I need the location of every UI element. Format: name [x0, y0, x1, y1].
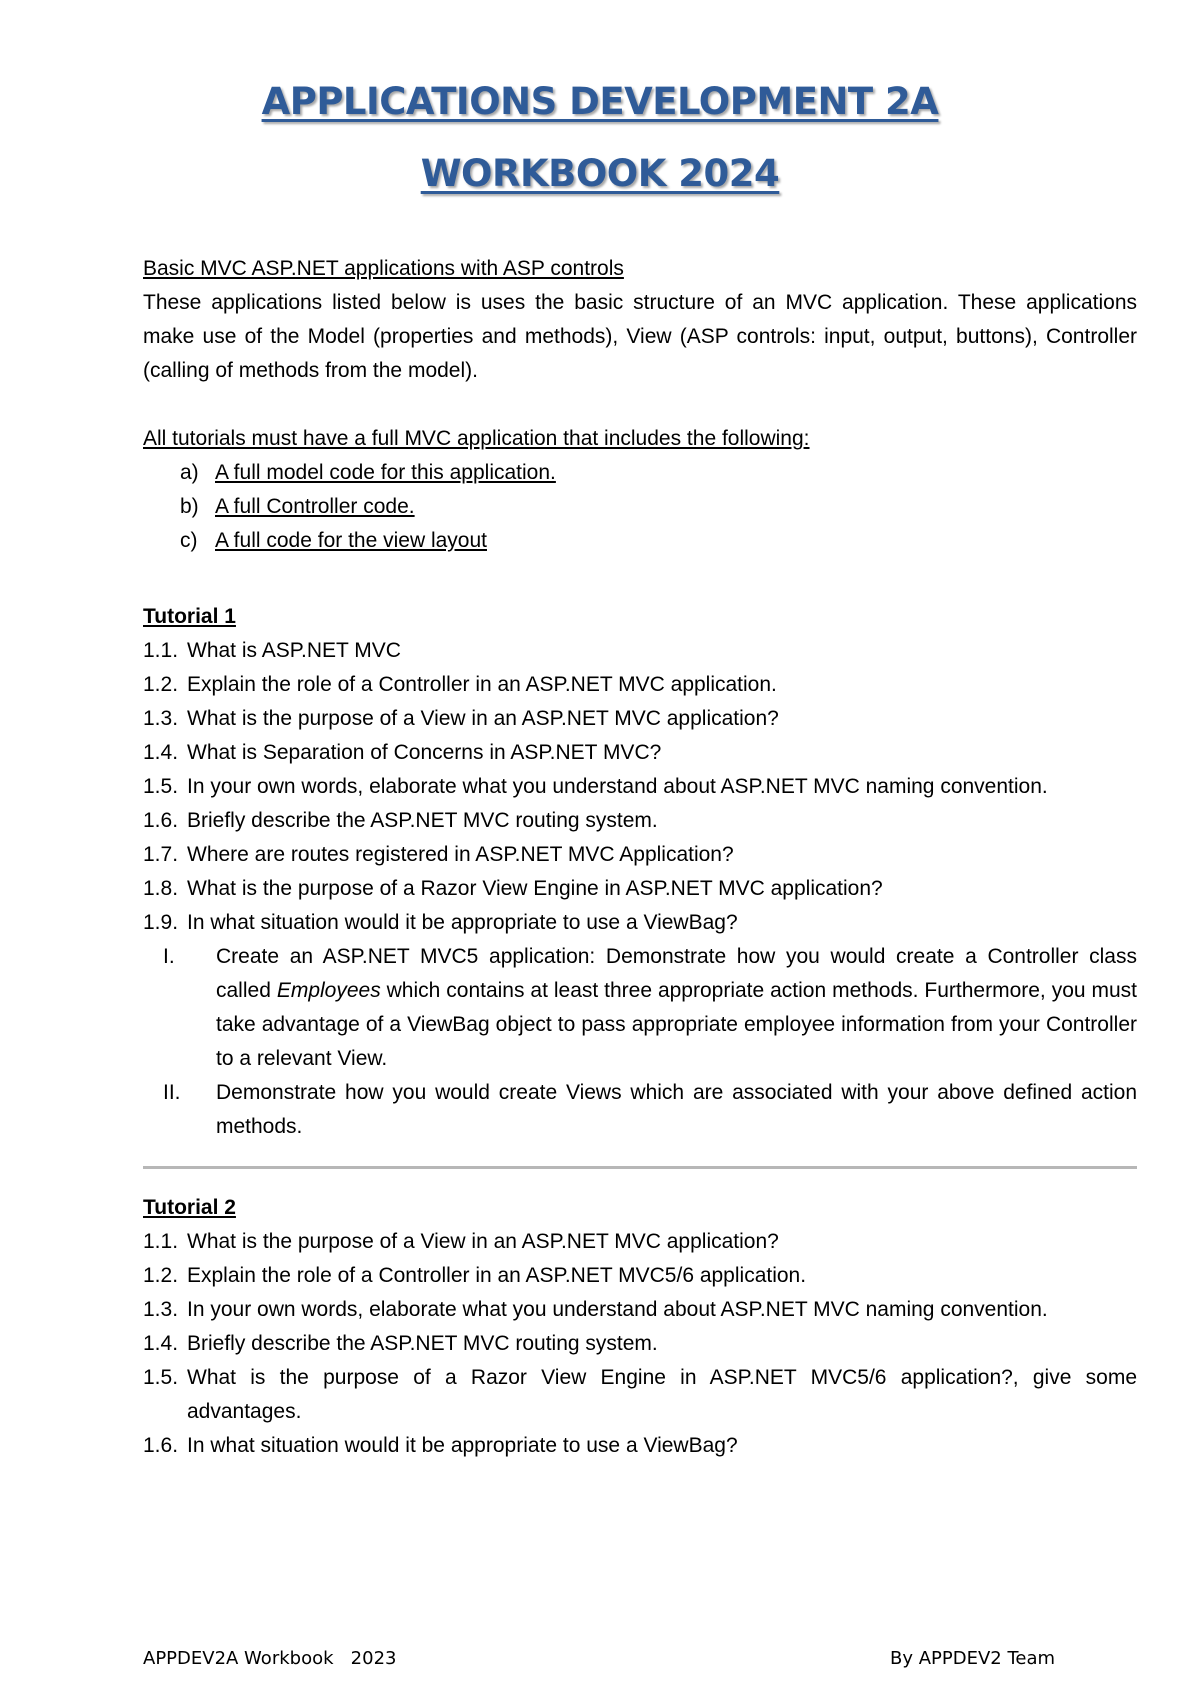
document-title-line2: WORKBOOK 2024 — [420, 152, 780, 195]
question-text: What is Separation of Concerns in ASP.NET MVC? — [187, 741, 662, 764]
question-number: 1.5. — [143, 1366, 179, 1389]
question-number: 1.7. — [143, 843, 179, 866]
footer-left: APPDEV2A Workbook 2023 — [143, 1648, 397, 1669]
intro-heading: Basic MVC ASP.NET applications with ASP controls — [143, 257, 624, 280]
footer-right: By APPDEV2 Team — [890, 1648, 1056, 1669]
tutorial1-question — [143, 736, 1137, 770]
tutorial1-task — [143, 1076, 1137, 1144]
tutorial1-task — [143, 940, 1137, 1076]
question-text: What is ASP.NET MVC — [187, 639, 401, 662]
question-text: In what situation would it be appropriate to use a ViewBag? — [187, 1434, 738, 1457]
requirement-label: a) — [180, 461, 199, 484]
tutorial2-question — [143, 1259, 1137, 1293]
question-text: Explain the role of a Controller in an ASP.NET MVC application. — [187, 673, 777, 696]
tutorial1-question — [143, 906, 1137, 940]
question-text: What is the purpose of a Razor View Engine in ASP.NET MVC application? — [187, 877, 883, 900]
question-number: 1.6. — [143, 809, 179, 832]
question-text: Briefly describe the ASP.NET MVC routing system. — [187, 1332, 658, 1355]
tutorial1-question — [143, 770, 1137, 804]
task-label: II. — [163, 1081, 181, 1104]
question-text: What is the purpose of a View in an ASP.NET MVC application? — [187, 1230, 779, 1253]
question-text: Explain the role of a Controller in an ASP.NET MVC5/6 application. — [187, 1264, 807, 1287]
question-number: 1.1. — [143, 639, 179, 662]
question-number: 1.3. — [143, 1298, 179, 1321]
question-number: 1.4. — [143, 741, 179, 764]
tutorial2-question — [143, 1327, 1137, 1361]
question-text: What is the purpose of a View in an ASP.NET MVC application? — [187, 707, 779, 730]
section-divider — [143, 1166, 1137, 1169]
requirement-text: A full Controller code. — [215, 495, 415, 518]
requirements-heading: All tutorials must have a full MVC application that includes the following: — [143, 427, 810, 450]
tutorial1-question — [143, 838, 1137, 872]
question-number: 1.3. — [143, 707, 179, 730]
requirement-label: b) — [180, 495, 199, 518]
task-text: Demonstrate how you would create Views which are associated with your above defined action methods. — [216, 1081, 1137, 1138]
document-body — [143, 252, 1137, 1463]
requirement-item — [143, 456, 1137, 490]
requirement-item — [143, 490, 1137, 524]
tutorial2-question — [143, 1361, 1137, 1429]
question-text: Briefly describe the ASP.NET MVC routing system. — [187, 809, 658, 832]
question-text: Where are routes registered in ASP.NET MVC Application? — [187, 843, 734, 866]
tutorial2-question — [143, 1293, 1137, 1327]
question-number: 1.5. — [143, 775, 179, 798]
question-number: 1.2. — [143, 673, 179, 696]
requirement-label: c) — [180, 529, 198, 552]
question-number: 1.1. — [143, 1230, 179, 1253]
question-number: 1.8. — [143, 877, 179, 900]
tutorial2-question — [143, 1225, 1137, 1259]
tutorial1-question — [143, 872, 1137, 906]
requirement-text: A full code for the view layout — [215, 529, 487, 552]
task-emphasis: Employees — [276, 979, 381, 1002]
tutorial2-question — [143, 1429, 1137, 1463]
question-text: In your own words, elaborate what you understand about ASP.NET MVC naming convention. — [187, 1298, 1048, 1321]
task-text-after: which contains at least three appropriate action methods. Furthermore, you must take advantage of a ViewBag object to pass appropriate employee information from your Controller to a relevant View. — [216, 979, 1138, 1070]
tutorial2-heading: Tutorial 2 — [143, 1196, 236, 1219]
tutorial1-question — [143, 668, 1137, 702]
tutorial1-heading: Tutorial 1 — [143, 605, 236, 628]
task-label: I. — [163, 945, 175, 968]
question-text: What is the purpose of a Razor View Engine in ASP.NET MVC5/6 application?, give some advantages. — [187, 1366, 1137, 1423]
question-number: 1.9. — [143, 911, 179, 934]
tutorial1-question — [143, 702, 1137, 736]
question-number: 1.6. — [143, 1434, 179, 1457]
question-text: In what situation would it be appropriate to use a ViewBag? — [187, 911, 738, 934]
question-text: In your own words, elaborate what you understand about ASP.NET MVC naming convention. — [187, 775, 1048, 798]
intro-paragraph: These applications listed below is uses the basic structure of an MVC application. These applications make use of the Model (properties and methods), View (ASP controls: input, output, buttons), Controller (calling of methods from the model). — [143, 291, 1137, 382]
requirement-item — [143, 524, 1137, 558]
question-number: 1.4. — [143, 1332, 179, 1355]
tutorial1-question — [143, 804, 1137, 838]
document-title-line1: APPLICATIONS DEVELOPMENT 2A — [261, 80, 939, 123]
tutorial1-question — [143, 634, 1137, 668]
question-number: 1.2. — [143, 1264, 179, 1287]
requirement-text: A full model code for this application. — [215, 461, 556, 484]
task-text-before: Create an ASP.NET MVC5 application: Demonstrate how you would create a Controller class called — [216, 945, 1137, 1002]
